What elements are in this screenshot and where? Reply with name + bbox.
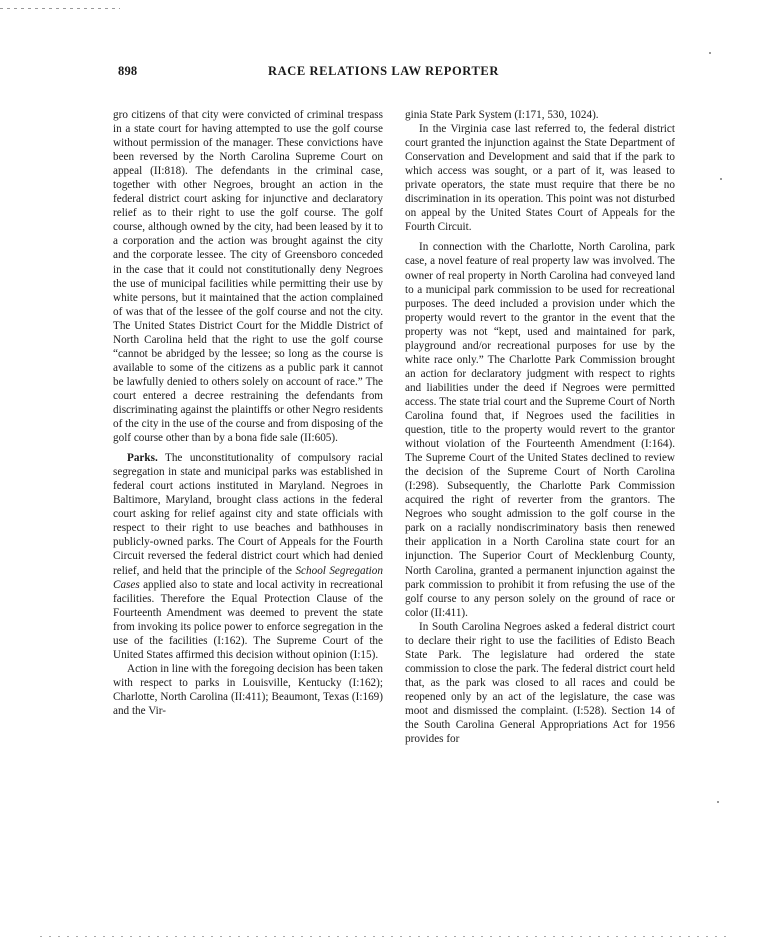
right-paragraph-4: In South Carolina Negroes asked a federal district court to declare their right to use the facilities of Edisto Beach State Park. The legislature had ordered the state commission to close the park. The federal district court held that, as the park was closed to all races and could be reopened only by an act of the legislature, the case was moot and dismissed the complaint. (I:528). Section 14 of the South Carolina General Appropriations Act for 1956 provides for xyxy=(405,620,675,746)
left-paragraph-3: Action in line with the foregoing decision has been taken with respect to parks in Louisville, Kentucky (I:162); Charlotte, North Carolina (II:411); Beaumont, Texas (I:169) and the Vir- xyxy=(113,662,383,717)
scan-artifact-top xyxy=(0,8,120,9)
scan-speck xyxy=(720,178,722,180)
running-head: RACE RELATIONS LAW REPORTER xyxy=(268,64,499,78)
right-paragraph-1: ginia State Park System (I:171, 530, 1024). xyxy=(405,109,599,121)
scan-speck xyxy=(709,52,711,54)
left-paragraph-1: gro citizens of that city were convicted of criminal trespass in a state court for having attempted to use the golf course without permission of the manager. These convictions have been reversed by the North Carolina Supreme Court on appeal (II:818). The defendants in the criminal case, together with other Negroes, brought an action in the federal district court asking for injunctive and declaratory relief as to their right to use the golf course. The golf course, although owned by the city, had been leased by it to a corporation and the action was brought against the city and the corporate lessee. The city of Greensboro conceded in the case that it could not constitutionally deny Negroes the use of municipal facilities while permitting their use by white persons, but it maintained that the action complained of was that of the lessee of the golf course and not the city. The United States District Court for the Middle District of North Carolina held that the right to use the golf course “cannot be abridged by the lessee; so long as the course is available to some of the citizens as a public park it cannot be lawfully denied to others solely on account of race.” The court entered a decree restraining the defendants from discriminating against the plaintiffs or other Negro residents of the city in the use of the course and from disposing of the golf course other than by a bona fide sale (II:605). xyxy=(113,109,383,445)
left-column xyxy=(113,108,383,718)
parks-paragraph xyxy=(113,451,383,662)
right-paragraph-2: In the Virginia case last referred to, the federal district court granted the injunction against the State Department of Conservation and Development and said that if the park to which access was sought, or a part of it, was leased to private operators, the state must require that there be no discrimination in its operation. This point was not disturbed on appeal by the United States Court of Appeals for the Fourth Circuit. xyxy=(405,123,675,234)
parks-text-2: applied also to state and local activity in recreational facilities. Therefore the Equal Protection Clause of the Fourteenth Amendment was deemed to prevent the state from invoking its police power to enforce segregation in the use of the facilities (I:162). The Supreme Court of the United States affirmed this decision without opinion (I:15). xyxy=(113,578,383,661)
school-segregation-cases-italic: School Segregation Cases xyxy=(113,564,383,591)
page-number: 898 xyxy=(118,64,138,78)
parks-text-1: The unconstitutionality of compulsory racial segregation in state and municipal parks was established in federal court actions instituted in Maryland. Negroes in Baltimore, Maryland, brought class actions in the federal court asking for relief against city and state officials with respect to their right to use beaches and bathhouses in publicly-owned parks. The Court of Appeals for the Fourth Circuit reversed the federal district court which had denied relief, and held that the principle of the xyxy=(113,452,383,577)
right-paragraph-3: In connection with the Charlotte, North Carolina, park case, a novel feature of real property law was involved. The owner of real property in North Carolina had conveyed land to a municipal park commission to be used for recreational purposes. The deed included a provision under which the property would revert to the grantor in the event that the property was not “kept, used and maintained for park, playground and/or recreational purposes for use by the white race only.” The Charlotte Park Commission brought an action for declaratory judgment with respect to rights and liabilities under the deed if Negroes were permitted access. The state trial court and the Supreme Court of North Carolina found that, if Negroes used the facilities in question, title to the property would revert to the grantor without violation of the Fourteenth Amendment (I:164). The Supreme Court of the United States declined to review the decision of the Supreme Court of North Carolina (I:298). Subsequently, the Charlotte Park Commission acquired the right of reverter from the grantors. The Negroes who sought admission to the golf course in the park on a racially nondiscriminatory basis then renewed their application in a North Carolina state court for an injunction. The Superior Court of Mecklenburg County, North Carolina, granted a permanent injunction against the park commission to prohibit it from refusing the use of the golf course to any person solely on the ground of race or color (II:411). xyxy=(405,241,675,619)
parks-section-heading: Parks. xyxy=(127,452,158,465)
scan-speck xyxy=(717,801,719,803)
scan-artifact-bottom xyxy=(40,936,730,937)
right-column xyxy=(405,108,675,746)
